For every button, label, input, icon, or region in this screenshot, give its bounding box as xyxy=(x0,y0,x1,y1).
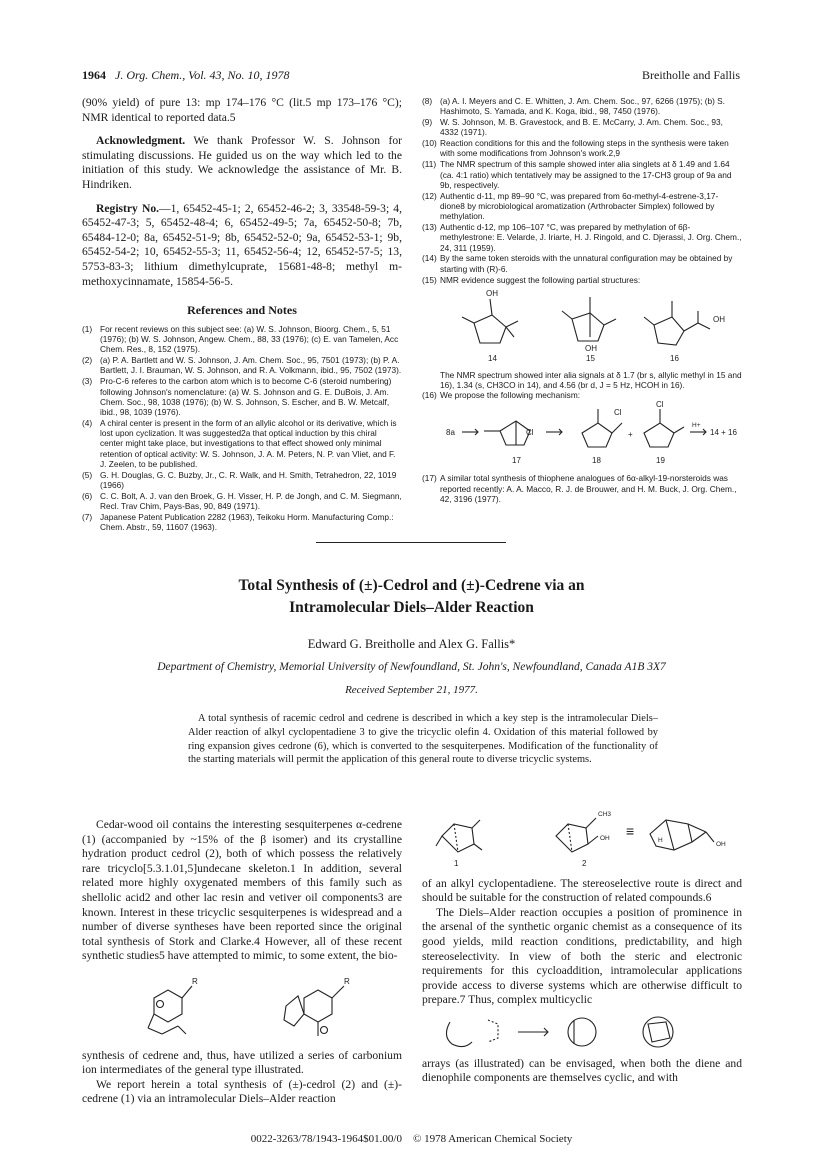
ref-text: The NMR spectrum of this sample showed inter alia singlets at δ 1.49 and 1.64 (ca. 4:1 ratio) which tentatively may be assigned to the 17-CH3 group of 9a and 9b, respectively. xyxy=(440,159,732,190)
page-number: 1964 xyxy=(82,68,106,82)
left-top-column xyxy=(82,96,402,533)
r-label-b: R xyxy=(344,976,350,986)
ch3-label: CH3 xyxy=(598,811,612,818)
equivalence-sign: ≡ xyxy=(626,823,635,839)
acknowledgment xyxy=(82,134,402,192)
reference-item xyxy=(82,355,402,376)
ref-text: Japanese Patent Publication 2282 (1963), Teikoku Horm. Manufacturing Comp.: Chem. Abstr., 59, 11607 (1963). xyxy=(100,512,394,533)
reference-16 xyxy=(422,390,742,400)
reference-item xyxy=(422,117,742,138)
r-label-a: R xyxy=(192,976,198,986)
reference-item xyxy=(82,324,402,355)
structure-1-cedrene xyxy=(436,820,482,868)
reference-item xyxy=(422,96,742,117)
reference-item xyxy=(82,418,402,469)
structure-2-perspective xyxy=(650,820,726,850)
journal-citation: J. Org. Chem., Vol. 43, No. 10, 1978 xyxy=(115,68,290,82)
carbonium-structure-a xyxy=(148,977,198,1034)
ref-number: (7) xyxy=(82,512,93,523)
reference-item xyxy=(82,491,402,512)
body-right-paragraph-1: of an alkyl cyclopentadiene. The stereoselective route is direct and should be suitable for the construction of related compounds.6 xyxy=(422,876,742,905)
reference-item xyxy=(82,512,402,533)
label-2: 2 xyxy=(582,859,587,868)
article-title xyxy=(0,575,823,619)
references-list-left xyxy=(82,324,402,533)
reagent-label: H+ xyxy=(692,422,701,430)
label-14: 14 xyxy=(488,354,497,364)
running-header-left xyxy=(82,68,290,83)
body-right-column xyxy=(422,806,742,1086)
body-left-column xyxy=(82,818,402,1107)
carbonium-ion-figure xyxy=(82,964,402,1044)
page-footer xyxy=(0,1133,823,1145)
cl-label-17: Cl xyxy=(526,428,534,438)
ref-number: (10) xyxy=(422,138,437,149)
ref-text: We propose the following mechanism: xyxy=(440,390,581,401)
oh-label-14: OH xyxy=(486,289,498,299)
ref-number: (3) xyxy=(82,376,93,387)
article-code: 0022-3263/78/1943-1964$01.00/0 xyxy=(250,1133,402,1145)
ref-number: (4) xyxy=(82,417,93,428)
registry-text: —1, 65452-45-1; 2, 65452-46-2; 3, 33548-59-3; 4, 65452-47-3; 5, 65452-48-4; 6, 65452-49-5; 7a, 65452-50-8; 7b, 65484-12-0; 8a, 65452-51-9; 8b, 65452-52-0; 9a, 65452-53-1; 9b, 65452-54-2; 10, 65452-55-3; 11, 65452-56-4; 12, 65452-57-5; 13, 5753-83-3; lithium dimethylcuprate, 15681-48-8; methyl m-methoxycinnamate, 15854-56-5. xyxy=(82,201,402,288)
partial-structures-figure xyxy=(422,285,742,363)
structure-2-cedrol xyxy=(556,811,611,868)
registry-heading: Registry No. xyxy=(96,201,160,215)
label-15: 15 xyxy=(586,354,595,364)
oh-label-15: OH xyxy=(585,344,597,354)
references-heading: References and Notes xyxy=(187,303,297,318)
ref-text: (a) A. I. Meyers and C. E. Whitten, J. Am. Chem. Soc., 97, 6266 (1975); (b) S. Hashimoto, S. Yamada, and K. Koga, ibid., 98, 7450 (1976). xyxy=(440,96,725,117)
body-paragraph-3: We report herein a total synthesis of (±)-cedrol (2) and (±)-cedrene (1) via an intramolecular Diels–Alder reaction xyxy=(82,1077,402,1106)
title-line-1: Total Synthesis of (±)-Cedrol and (±)-Cedrene via an xyxy=(238,577,585,594)
mech-product: 14 + 16 xyxy=(710,428,737,438)
ref-number: (12) xyxy=(422,190,437,201)
ref-number: (11) xyxy=(422,159,437,170)
references-list-right xyxy=(422,96,742,285)
body-right-paragraph-2: The Diels–Alder reaction occupies a position of prominence in the arsenal of the synthetic organic chemist as a consequence of its good yields, mild reaction conditions, predictability, and high stereoselectivity. In view of both the steric and electronic requirements for this cycloaddition, intramolecular applications provide access to diverse systems which are otherwise difficult to prepare.7 Thus, complex multicyclic xyxy=(422,905,742,1007)
ref-text: Reaction conditions for this and the following steps in the synthesis were taken with some modifications from Johnson's work.2,9 xyxy=(440,138,729,159)
mechanism-figure xyxy=(422,401,742,471)
reference-item xyxy=(422,253,742,274)
reference-item xyxy=(422,222,742,253)
abstract: A total synthesis of racemic cedrol and cedrene is described in which a key step is the intramolecular Diels–Alder reaction of alkyl cyclopentadiene 3 to give the tricyclic olefin 4. Oxidation of this material followed by ring expansion gives cedrone (6), which is converted to the sesquiterpenes. Modification of the functionality of the starting materials will permit the application of this general route to diverse tricyclic systems. xyxy=(188,713,658,766)
ref-number: (9) xyxy=(422,117,433,128)
ref-number: (16) xyxy=(422,390,437,401)
mech-start: 8a xyxy=(446,428,455,438)
ref-text: Pro-C-6 referes to the carbon atom which is to become C-6 (steroid numbering) following Johnson's nomenclature: (a) W. S. Johnson and G. E. DuBois, J. Am. Chem. Soc., 98, 1038 (1976); (b) W. S. Johnson, S. Escher, and B. W. Metcalf, ibid., 98, 1039 (1976). xyxy=(100,376,392,418)
reference-item xyxy=(82,376,402,417)
cl-label-19: Cl xyxy=(656,400,664,410)
carbonium-structure-b xyxy=(284,977,350,1036)
ref-text: (a) P. A. Bartlett and W. S. Johnson, J. Am. Chem. Soc., 95, 7501 (1973); (b) P. A. Bartlett, J. I. Brauman, W. S. Johnson, and R. A. Volkmann, ibid., 95, 7502 (1973). xyxy=(100,355,402,376)
ref-number: (6) xyxy=(82,490,93,501)
diels-alder-scheme xyxy=(422,1008,742,1052)
ref-number: (8) xyxy=(422,96,433,106)
right-top-column xyxy=(422,96,742,505)
reference-item xyxy=(422,159,742,190)
ref-number: (15) xyxy=(422,274,437,285)
label-1: 1 xyxy=(454,859,459,868)
structure-16 xyxy=(644,301,725,363)
ref-text: NMR evidence suggest the following partial structures: xyxy=(440,274,641,285)
section-divider xyxy=(316,542,506,543)
oh-label-16: OH xyxy=(713,315,725,325)
continuation-paragraph: (90% yield) of pure 13: mp 174–176 °C (lit.5 mp 173–176 °C); NMR identical to reported data.5 xyxy=(82,96,402,124)
ref-number: (17) xyxy=(422,473,437,484)
reference-item xyxy=(82,470,402,491)
ref15-continuation: The NMR spectrum showed inter alia signals at δ 1.7 (br s, allylic methyl in 15 and 16), 1.34 (s, CH3CO in 14), and 4.56 (br d, J = 5 Hz, HCOH in 16). xyxy=(440,369,742,390)
reference-item xyxy=(422,275,742,285)
copyright: © 1978 American Chemical Society xyxy=(412,1133,573,1145)
registry-numbers xyxy=(82,202,402,290)
structure-15 xyxy=(562,297,616,363)
ref-number: (5) xyxy=(82,469,93,480)
received-date: Received September 21, 1977. xyxy=(345,684,478,696)
label-16: 16 xyxy=(670,354,679,364)
ack-heading: Acknowledgment. xyxy=(96,134,186,148)
cedrene-cedrol-structures xyxy=(422,806,742,868)
ref-text: G. H. Douglas, G. C. Buzby, Jr., C. R. Walk, and H. Smith, Tetrahedron, 22, 1019 (1966) xyxy=(100,469,397,491)
reference-item xyxy=(422,191,742,222)
article-affiliation: Department of Chemistry, Memorial University of Newfoundland, St. John's, Newfoundland, Canada A1B 3X7 xyxy=(157,661,666,673)
ref-text: C. C. Bolt, A. J. van den Broek, G. H. Visser, H. P. de Jongh, and C. M. Siegmann, Recl. Trav Chim, Pays-Bas, 90, 849 (1971). xyxy=(100,490,402,512)
label-19: 19 xyxy=(656,456,665,466)
ref-text: Authentic d-11, mp 89–90 °C, was prepared from 6α-methyl-4-estrene-3,17-dione8 by microbiological aromatization (Arthrobacter Simplex) followed by methylation. xyxy=(440,190,719,222)
oh-label-persp: OH xyxy=(716,841,726,848)
structure-19 xyxy=(644,400,684,465)
ref-text: By the same token steroids with the unnatural configuration may be obtained by starting with (R)-6. xyxy=(440,253,733,274)
title-line-2: Intramolecular Diels–Alder Reaction xyxy=(289,599,534,616)
structure-18 xyxy=(582,408,622,465)
ref-number: (13) xyxy=(422,222,437,233)
label-18: 18 xyxy=(592,456,601,466)
body-paragraph-2: synthesis of cedrene and, thus, have utilized a series of carbonium ion intermediates of the general type illustrated. xyxy=(82,1048,402,1077)
ref-text: For recent reviews on this subject see: (a) W. S. Johnson, Bioorg. Chem., 5, 51 (1976); (b) W. S. Johnson, Angew. Chem., 88, 33 (1976); (c) E. van Tamelen, Acc Chem. Res., 8, 152 (1975). xyxy=(100,323,399,355)
ref-text: Authentic d-12, mp 106–107 °C, was prepared by methylation of 6β-methylestrone: E. Velarde, J. Iriarte, H. J. Ringold, and C. Djerassi, J. Org. Chem., 24, 311 (1959). xyxy=(440,222,742,253)
oh-label-2: OH xyxy=(600,835,610,842)
ack-text: We thank Professor W. S. Johnson for stimulating discussions. He guided us on the way which led to the initiation of this study. We acknowledge the assistance of Mr. B. Hindriken. xyxy=(82,134,402,191)
structure-17 xyxy=(484,421,534,465)
structure-14 xyxy=(462,289,518,363)
running-authors: Breitholle and Fallis xyxy=(642,68,740,82)
article-authors: Edward G. Breitholle and Alex G. Fallis* xyxy=(307,637,516,651)
cl-label-18: Cl xyxy=(614,408,622,418)
label-17: 17 xyxy=(512,456,521,466)
reference-17 xyxy=(422,473,742,504)
ref-number: (14) xyxy=(422,253,437,264)
ref-text: A chiral center is present in the form of an allylic alcohol or its derivative, which is lost upon cyclization. It was suggested2a that optical induction by this chiral center might take place, but investigations to that effect showed only minimal retention of optical activity: W. S. Johnson, J. A. M. Peters, N. P. van Vliet, and F. J. Zeelen, to be published. xyxy=(100,417,397,470)
plus-sign: + xyxy=(628,430,633,440)
ref-text: W. S. Johnson, M. B. Gravestock, and B. E. McCarry, J. Am. Chem. Soc., 93, 4332 (1971). xyxy=(440,117,723,138)
reference-item xyxy=(422,138,742,159)
ref-number: (1) xyxy=(82,323,93,334)
ref-number: (2) xyxy=(82,355,93,366)
body-paragraph-1: Cedar-wood oil contains the interesting sesquiterpenes α-cedrene (1) (accompanied by ~15% of the β isomer) and its crystalline hydration product cedrol (2), both of which possess the relatively rare tricyclo[5.3.1.01,5]undecane skeleton.1 In addition, several related more highly oxygenated members of this family such as shellolic acid2 and other lac resin and vetiver oil components3 are known. Interest in these tricyclic sesquiterpenes is widespread and a number of diverse syntheses have been reported since the original total synthesis of Stork and Clarke.4 However, all of these recent synthetic studies5 have attempted to mimic, to some extent, the bio- xyxy=(82,818,402,963)
h-label: H xyxy=(658,837,663,844)
body-right-paragraph-3: arrays (as illustrated) can be envisaged, when both the diene and dienophile components are themselves cyclic, and with xyxy=(422,1056,742,1085)
ref-text: A similar total synthesis of thiophene analogues of 6α-alkyl-19-norsteroids was reported recently: A. A. Macco, R. J. de Brouwer, and H. M. Buck, J. Org. Chem., 42, 3196 (1977). xyxy=(440,473,737,504)
